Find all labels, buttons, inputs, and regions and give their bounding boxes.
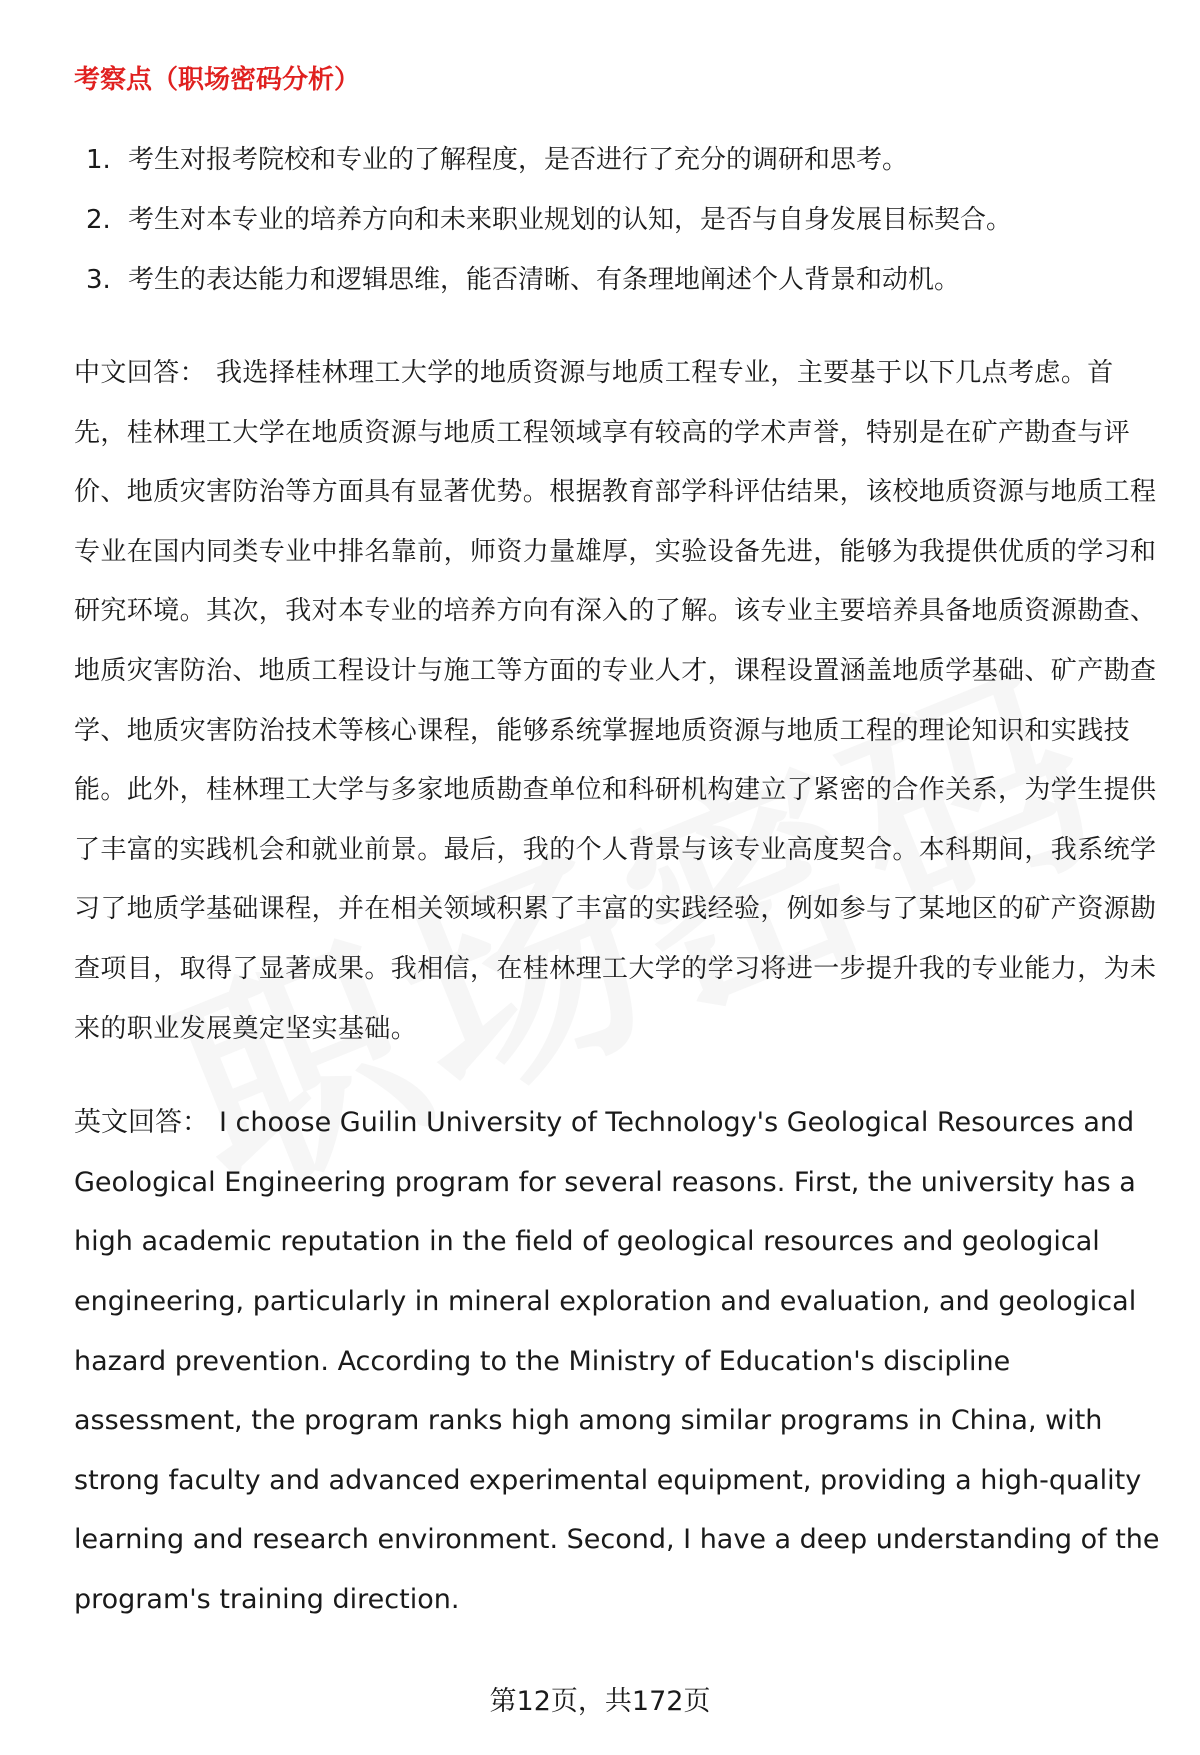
- list-item-text: 考生的表达能力和逻辑思维，能否清晰、有条理地阐述个人背景和动机。: [128, 265, 961, 295]
- chinese-answer-label: 中文回答：: [74, 358, 207, 388]
- section-title: 考察点（职场密码分析）: [74, 65, 361, 95]
- english-answer-label: 英文回答：: [74, 1107, 209, 1139]
- exam-points-list: [74, 130, 1164, 310]
- list-item: [74, 130, 1164, 190]
- english-answer: [74, 1093, 1164, 1629]
- list-number: 3.: [86, 265, 111, 295]
- list-item: [74, 250, 1164, 310]
- list-item-text: 考生对报考院校和专业的了解程度，是否进行了充分的调研和思考。: [128, 145, 909, 175]
- list-number: 2.: [86, 205, 111, 235]
- list-item-text: 考生对本专业的培养方向和未来职业规划的认知，是否与自身发展目标契合。: [128, 205, 1013, 235]
- english-answer-text: I choose Guilin University of Technology's Geological Resources and Geological Engineering program for several reasons. First, the university has a high academic reputation in the field of geological resources and geological engineering, particularly in mineral exploration and evaluation, and geological hazard prevention. According to the Ministry of Education's discipline assessment, the program ranks high among similar programs in China, with strong faculty and advanced experimental equipment, providing a high-quality learning and research environment. Second, I have a deep understanding of the program's training direction.: [74, 1107, 1160, 1615]
- chinese-answer: [74, 344, 1164, 1059]
- list-number: 1.: [86, 145, 111, 175]
- chinese-answer-text: 我选择桂林理工大学的地质资源与地质工程专业，主要基于以下几点考虑。首先，桂林理工大学在地质资源与地质工程领域享有较高的学术声誉，特别是在矿产勘查与评价、地质灾害防治等方面具有显著优势。根据教育部学科评估结果，该校地质资源与地质工程专业在国内同类专业中排名靠前，师资力量雄厚，实验设备先进，能够为我提供优质的学习和研究环境。其次，我对本专业的培养方向有深入的了解。该专业主要培养具备地质资源勘查、地质灾害防治、地质工程设计与施工等方面的专业人才，课程设置涵盖地质学基础、矿产勘查学、地质灾害防治技术等核心课程，能够系统掌握地质资源与地质工程的理论知识和实践技能。此外，桂林理工大学与多家地质勘查单位和科研机构建立了紧密的合作关系，为学生提供了丰富的实践机会和就业前景。最后，我的个人背景与该专业高度契合。本科期间，我系统学习了地质学基础课程，并在相关领域积累了丰富的实践经验，例如参与了某地区的矿产资源勘查项目，取得了显著成果。我相信，在桂林理工大学的学习将进一步提升我的专业能力，为未来的职业发展奠定坚实基础。: [74, 358, 1157, 1044]
- list-item: [74, 190, 1164, 250]
- page-number: 第12页，共172页: [489, 1686, 711, 1717]
- document-page: [74, 50, 1164, 1629]
